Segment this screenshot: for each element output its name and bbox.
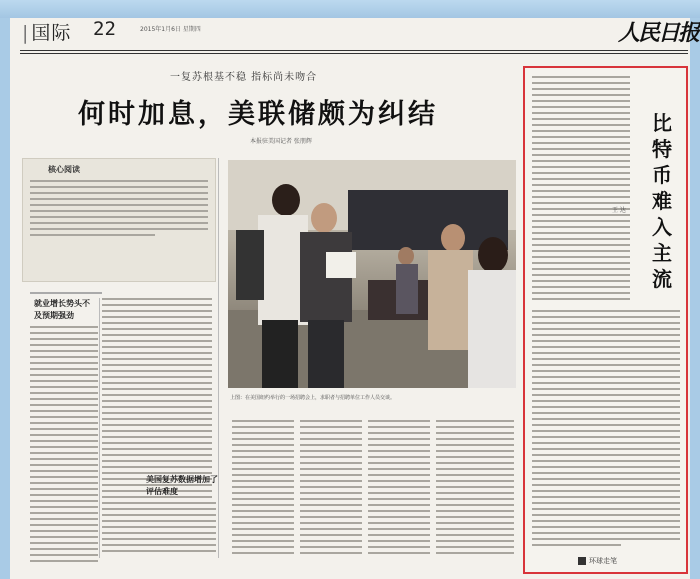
photo-caption: 上图：在美国纽约举行的一场招聘会上，求职者与招聘单位工作人员交谈。: [230, 395, 396, 401]
core-reading-title: 核心阅读: [48, 165, 80, 174]
article-headline: 何时加息，美联储颇为纠结: [78, 99, 438, 130]
section-name: 国际: [31, 22, 72, 44]
issue-date: 2015年1月6日 星期四: [140, 26, 201, 33]
photo-illustration: [228, 160, 516, 388]
section-divider-icon: |: [22, 22, 30, 44]
window-top-bar: [0, 0, 700, 18]
newspaper-logo: 人民日报: [618, 20, 699, 46]
section-label: [22, 18, 71, 45]
masthead-rule: [20, 50, 688, 51]
core-reading-text: [30, 180, 208, 240]
mid-column-text-b: [300, 420, 362, 558]
left-column-text-b: [30, 326, 98, 566]
sidebar-author: 王 达: [612, 207, 626, 214]
column-rule: [218, 158, 219, 558]
sidebar-title: 比特币难入主流: [652, 111, 672, 291]
left-column-text-a: [102, 298, 212, 400]
sidebar-footer-label: 环球走笔: [589, 557, 617, 565]
job-fair-photo: [228, 160, 516, 388]
article-kicker: 一复苏根基不稳 指标尚未吻合: [170, 72, 318, 83]
column-rule: [99, 298, 100, 558]
sidebar-text-a: [532, 76, 630, 304]
masthead-rule-thin: [20, 53, 688, 54]
square-bullet-icon: [578, 557, 586, 565]
mid-column-text-c: [368, 420, 430, 558]
article-byline: 本报驻美国记者 张朋辉: [250, 138, 312, 145]
mid-column-text-e: [146, 502, 216, 556]
mid-column-text-a: [232, 420, 294, 558]
sidebar-text-b: [532, 310, 680, 550]
mid-column-text-d: [436, 420, 514, 558]
sidebar-footer: [578, 556, 617, 566]
page-number: 22: [93, 18, 116, 40]
left-column-subhead: 就业增长势头不及预期强劲: [34, 299, 90, 320]
mid-column-subhead: 美国复苏数据增加了评估难度: [146, 475, 218, 496]
